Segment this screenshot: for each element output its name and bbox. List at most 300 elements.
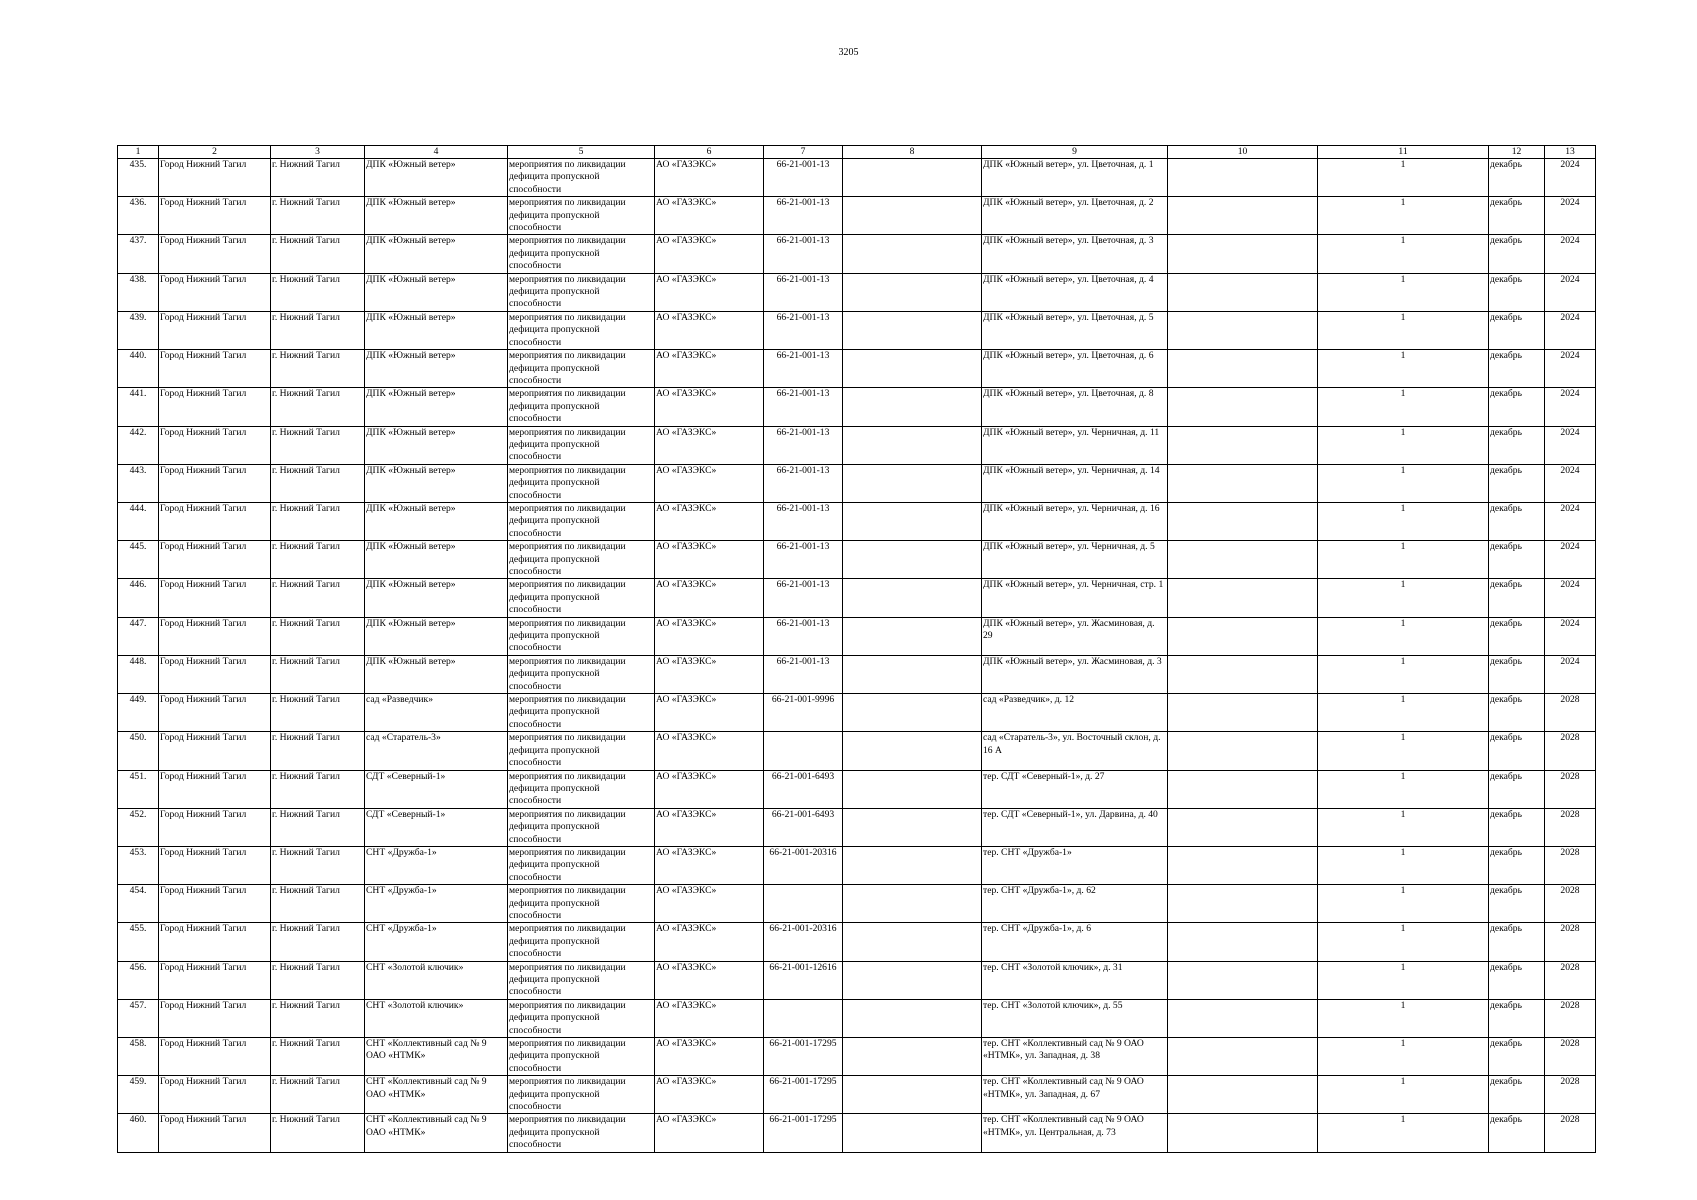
locality-cell: г. Нижний Тагил [271,961,365,999]
locality-cell: г. Нижний Тагил [271,1114,365,1152]
column-8-cell [843,885,982,923]
measure-description-cell: мероприятия по ликвидации дефицита пропускной способности [508,808,655,846]
year-cell: 2024 [1545,273,1596,311]
address-cell: тер. СНТ «Дружба-1», д. 6 [982,923,1168,961]
month-cell: декабрь [1489,426,1545,464]
column-10-cell [1168,311,1318,349]
column-10-cell [1168,885,1318,923]
month-cell: декабрь [1489,694,1545,732]
month-cell: декабрь [1489,846,1545,884]
measure-description-cell: мероприятия по ликвидации дефицита пропускной способности [508,464,655,502]
table-row [118,541,1596,579]
locality-cell: г. Нижний Тагил [271,846,365,884]
locality-cell: г. Нижний Тагил [271,885,365,923]
year-cell: 2024 [1545,464,1596,502]
column-10-cell [1168,235,1318,273]
table-row [118,1114,1596,1152]
quantity-cell: 1 [1318,846,1489,884]
municipality-cell: Город Нижний Тагил [159,1076,271,1114]
municipality-cell: Город Нижний Тагил [159,1114,271,1152]
address-cell: ДПК «Южный ветер», ул. Цветочная, д. 5 [982,311,1168,349]
organization-cell: АО «ГАЗЭКС» [655,885,764,923]
municipality-cell: Город Нижний Тагил [159,999,271,1037]
address-cell: ДПК «Южный ветер», ул. Черничная, д. 14 [982,464,1168,502]
column-8-cell [843,961,982,999]
cadastral-number-cell: 66-21-001-13 [764,388,843,426]
cadastral-number-cell: 66-21-001-13 [764,464,843,502]
organization-cell: АО «ГАЗЭКС» [655,655,764,693]
month-cell: декабрь [1489,311,1545,349]
measure-description-cell: мероприятия по ликвидации дефицита пропускной способности [508,770,655,808]
cadastral-number-cell: 66-21-001-17295 [764,1038,843,1076]
month-cell: декабрь [1489,1038,1545,1076]
column-8-cell [843,235,982,273]
municipality-cell: Город Нижний Тагил [159,885,271,923]
column-8-cell [843,388,982,426]
cadastral-number-cell: 66-21-001-13 [764,311,843,349]
quantity-cell: 1 [1318,464,1489,502]
organization-cell: АО «ГАЗЭКС» [655,350,764,388]
settlement-cell: СНТ «Коллективный сад № 9 ОАО «НТМК» [365,1076,508,1114]
column-8-cell [843,617,982,655]
quantity-cell: 1 [1318,961,1489,999]
measure-description-cell: мероприятия по ликвидации дефицита пропускной способности [508,617,655,655]
column-10-cell [1168,732,1318,770]
quantity-cell: 1 [1318,655,1489,693]
column-10-cell [1168,464,1318,502]
locality-cell: г. Нижний Тагил [271,311,365,349]
year-cell: 2024 [1545,311,1596,349]
column-header-10: 10 [1168,146,1318,159]
table-row [118,1076,1596,1114]
settlement-cell: ДПК «Южный ветер» [365,541,508,579]
municipality-cell: Город Нижний Тагил [159,617,271,655]
column-8-cell [843,808,982,846]
year-cell: 2028 [1545,732,1596,770]
locality-cell: г. Нижний Тагил [271,273,365,311]
column-10-cell [1168,961,1318,999]
settlement-cell: ДПК «Южный ветер» [365,464,508,502]
row-number-cell: 458. [118,1038,159,1076]
address-cell: тер. СНТ «Золотой ключик», д. 31 [982,961,1168,999]
data-table [117,145,1596,1153]
cadastral-number-cell: 66-21-001-13 [764,655,843,693]
municipality-cell: Город Нижний Тагил [159,464,271,502]
locality-cell: г. Нижний Тагил [271,1076,365,1114]
organization-cell: АО «ГАЗЭКС» [655,426,764,464]
cadastral-number-cell: 66-21-001-13 [764,541,843,579]
table-row [118,311,1596,349]
settlement-cell: ДПК «Южный ветер» [365,617,508,655]
measure-description-cell: мероприятия по ликвидации дефицита пропускной способности [508,1076,655,1114]
column-8-cell [843,923,982,961]
measure-description-cell: мероприятия по ликвидации дефицита пропускной способности [508,846,655,884]
table-row [118,885,1596,923]
table-row [118,159,1596,197]
row-number-cell: 447. [118,617,159,655]
quantity-cell: 1 [1318,617,1489,655]
settlement-cell: СНТ «Коллективный сад № 9 ОАО «НТМК» [365,1114,508,1152]
cadastral-number-cell: 66-21-001-13 [764,350,843,388]
cadastral-number-cell: 66-21-001-6493 [764,770,843,808]
address-cell: ДПК «Южный ветер», ул. Жасминовая, д. 29 [982,617,1168,655]
organization-cell: АО «ГАЗЭКС» [655,617,764,655]
quantity-cell: 1 [1318,923,1489,961]
row-number-cell: 441. [118,388,159,426]
organization-cell: АО «ГАЗЭКС» [655,1038,764,1076]
row-number-cell: 435. [118,159,159,197]
settlement-cell: СНТ «Коллективный сад № 9 ОАО «НТМК» [365,1038,508,1076]
municipality-cell: Город Нижний Тагил [159,350,271,388]
year-cell: 2024 [1545,350,1596,388]
quantity-cell: 1 [1318,999,1489,1037]
address-cell: ДПК «Южный ветер», ул. Жасминовая, д. 3 [982,655,1168,693]
address-cell: тер. СДТ «Северный-1», ул. Дарвина, д. 40 [982,808,1168,846]
header-row [118,146,1596,159]
quantity-cell: 1 [1318,1076,1489,1114]
column-8-cell [843,579,982,617]
row-number-cell: 451. [118,770,159,808]
quantity-cell: 1 [1318,350,1489,388]
column-8-cell [843,350,982,388]
organization-cell: АО «ГАЗЭКС» [655,464,764,502]
table-row [118,579,1596,617]
column-header-4: 4 [365,146,508,159]
municipality-cell: Город Нижний Тагил [159,197,271,235]
cadastral-number-cell: 66-21-001-20316 [764,846,843,884]
table-row [118,617,1596,655]
quantity-cell: 1 [1318,541,1489,579]
table-row [118,350,1596,388]
month-cell: декабрь [1489,235,1545,273]
year-cell: 2024 [1545,159,1596,197]
row-number-cell: 449. [118,694,159,732]
address-cell: ДПК «Южный ветер», ул. Цветочная, д. 6 [982,350,1168,388]
municipality-cell: Город Нижний Тагил [159,502,271,540]
table-row [118,273,1596,311]
year-cell: 2028 [1545,923,1596,961]
column-10-cell [1168,923,1318,961]
column-10-cell [1168,350,1318,388]
column-8-cell [843,502,982,540]
cadastral-number-cell: 66-21-001-13 [764,197,843,235]
settlement-cell: СДТ «Северный-1» [365,808,508,846]
settlement-cell: ДПК «Южный ветер» [365,197,508,235]
organization-cell: АО «ГАЗЭКС» [655,846,764,884]
year-cell: 2028 [1545,1076,1596,1114]
month-cell: декабрь [1489,808,1545,846]
table-row [118,808,1596,846]
cadastral-number-cell: 66-21-001-20316 [764,923,843,961]
organization-cell: АО «ГАЗЭКС» [655,999,764,1037]
month-cell: декабрь [1489,1114,1545,1152]
settlement-cell: ДПК «Южный ветер» [365,350,508,388]
column-8-cell [843,1038,982,1076]
column-8-cell [843,541,982,579]
table-row [118,961,1596,999]
address-cell: тер. СНТ «Дружба-1» [982,846,1168,884]
month-cell: декабрь [1489,655,1545,693]
measure-description-cell: мероприятия по ликвидации дефицита пропускной способности [508,655,655,693]
settlement-cell: СНТ «Золотой ключик» [365,961,508,999]
locality-cell: г. Нижний Тагил [271,808,365,846]
column-10-cell [1168,808,1318,846]
column-8-cell [843,846,982,884]
measure-description-cell: мероприятия по ликвидации дефицита пропускной способности [508,159,655,197]
measure-description-cell: мероприятия по ликвидации дефицита пропускной способности [508,579,655,617]
quantity-cell: 1 [1318,1114,1489,1152]
address-cell: ДПК «Южный ветер», ул. Черничная, стр. 1 [982,579,1168,617]
year-cell: 2024 [1545,541,1596,579]
column-10-cell [1168,426,1318,464]
quantity-cell: 1 [1318,1038,1489,1076]
quantity-cell: 1 [1318,770,1489,808]
measure-description-cell: мероприятия по ликвидации дефицита пропускной способности [508,1114,655,1152]
settlement-cell: сад «Разведчик» [365,694,508,732]
settlement-cell: СНТ «Золотой ключик» [365,999,508,1037]
year-cell: 2024 [1545,197,1596,235]
column-10-cell [1168,655,1318,693]
address-cell: ДПК «Южный ветер», ул. Цветочная, д. 1 [982,159,1168,197]
row-number-cell: 438. [118,273,159,311]
row-number-cell: 442. [118,426,159,464]
table-row [118,999,1596,1037]
column-header-7: 7 [764,146,843,159]
cadastral-number-cell: 66-21-001-17295 [764,1076,843,1114]
settlement-cell: СДТ «Северный-1» [365,770,508,808]
locality-cell: г. Нижний Тагил [271,197,365,235]
column-8-cell [843,655,982,693]
month-cell: декабрь [1489,502,1545,540]
year-cell: 2028 [1545,1114,1596,1152]
organization-cell: АО «ГАЗЭКС» [655,1114,764,1152]
cadastral-number-cell: 66-21-001-13 [764,502,843,540]
row-number-cell: 460. [118,1114,159,1152]
year-cell: 2024 [1545,502,1596,540]
municipality-cell: Город Нижний Тагил [159,923,271,961]
settlement-cell: ДПК «Южный ветер» [365,502,508,540]
year-cell: 2024 [1545,655,1596,693]
cadastral-number-cell: 66-21-001-17295 [764,1114,843,1152]
table-row [118,923,1596,961]
municipality-cell: Город Нижний Тагил [159,808,271,846]
month-cell: декабрь [1489,579,1545,617]
settlement-cell: ДПК «Южный ветер» [365,388,508,426]
locality-cell: г. Нижний Тагил [271,426,365,464]
column-header-8: 8 [843,146,982,159]
measure-description-cell: мероприятия по ликвидации дефицита пропускной способности [508,1038,655,1076]
year-cell: 2028 [1545,808,1596,846]
organization-cell: АО «ГАЗЭКС» [655,923,764,961]
locality-cell: г. Нижний Тагил [271,541,365,579]
measure-description-cell: мероприятия по ликвидации дефицита пропускной способности [508,197,655,235]
month-cell: декабрь [1489,617,1545,655]
row-number-cell: 445. [118,541,159,579]
column-10-cell [1168,273,1318,311]
locality-cell: г. Нижний Тагил [271,770,365,808]
quantity-cell: 1 [1318,273,1489,311]
locality-cell: г. Нижний Тагил [271,999,365,1037]
page-number: 3205 [838,47,859,58]
column-8-cell [843,1114,982,1152]
month-cell: декабрь [1489,885,1545,923]
year-cell: 2028 [1545,999,1596,1037]
table-row [118,235,1596,273]
month-cell: декабрь [1489,961,1545,999]
column-8-cell [843,197,982,235]
cadastral-number-cell: 66-21-001-12616 [764,961,843,999]
month-cell: декабрь [1489,197,1545,235]
address-cell: ДПК «Южный ветер», ул. Цветочная, д. 8 [982,388,1168,426]
measure-description-cell: мероприятия по ликвидации дефицита пропускной способности [508,350,655,388]
locality-cell: г. Нижний Тагил [271,617,365,655]
measure-description-cell: мероприятия по ликвидации дефицита пропускной способности [508,541,655,579]
quantity-cell: 1 [1318,388,1489,426]
municipality-cell: Город Нижний Тагил [159,388,271,426]
table-row [118,388,1596,426]
address-cell: сад «Старатель-3», ул. Восточный склон, д. 16 А [982,732,1168,770]
month-cell: декабрь [1489,999,1545,1037]
table-row [118,846,1596,884]
locality-cell: г. Нижний Тагил [271,732,365,770]
measure-description-cell: мероприятия по ликвидации дефицита пропускной способности [508,732,655,770]
locality-cell: г. Нижний Тагил [271,388,365,426]
settlement-cell: СНТ «Дружба-1» [365,846,508,884]
year-cell: 2024 [1545,579,1596,617]
year-cell: 2024 [1545,235,1596,273]
settlement-cell: ДПК «Южный ветер» [365,579,508,617]
table-row [118,197,1596,235]
quantity-cell: 1 [1318,808,1489,846]
column-header-5: 5 [508,146,655,159]
address-cell: ДПК «Южный ветер», ул. Черничная, д. 5 [982,541,1168,579]
column-10-cell [1168,1114,1318,1152]
cadastral-number-cell: 66-21-001-13 [764,159,843,197]
column-8-cell [843,464,982,502]
column-10-cell [1168,388,1318,426]
month-cell: декабрь [1489,273,1545,311]
cadastral-number-cell [764,732,843,770]
address-cell: ДПК «Южный ветер», ул. Черничная, д. 11 [982,426,1168,464]
settlement-cell: ДПК «Южный ветер» [365,235,508,273]
column-header-6: 6 [655,146,764,159]
municipality-cell: Город Нижний Тагил [159,961,271,999]
table-row [118,694,1596,732]
column-header-11: 11 [1318,146,1489,159]
address-cell: ДПК «Южный ветер», ул. Цветочная, д. 2 [982,197,1168,235]
column-8-cell [843,273,982,311]
address-cell: тер. СНТ «Коллективный сад № 9 ОАО «НТМК», ул. Западная, д. 67 [982,1076,1168,1114]
year-cell: 2028 [1545,1038,1596,1076]
municipality-cell: Город Нижний Тагил [159,694,271,732]
year-cell: 2028 [1545,770,1596,808]
locality-cell: г. Нижний Тагил [271,1038,365,1076]
column-10-cell [1168,197,1318,235]
measure-description-cell: мероприятия по ликвидации дефицита пропускной способности [508,961,655,999]
municipality-cell: Город Нижний Тагил [159,770,271,808]
column-8-cell [843,732,982,770]
address-cell: тер. СНТ «Дружба-1», д. 62 [982,885,1168,923]
quantity-cell: 1 [1318,732,1489,770]
organization-cell: АО «ГАЗЭКС» [655,961,764,999]
locality-cell: г. Нижний Тагил [271,579,365,617]
column-8-cell [843,426,982,464]
quantity-cell: 1 [1318,885,1489,923]
address-cell: тер. СНТ «Коллективный сад № 9 ОАО «НТМК», ул. Западная, д. 38 [982,1038,1168,1076]
locality-cell: г. Нижний Тагил [271,159,365,197]
measure-description-cell: мероприятия по ликвидации дефицита пропускной способности [508,426,655,464]
column-8-cell [843,1076,982,1114]
measure-description-cell: мероприятия по ликвидации дефицита пропускной способности [508,502,655,540]
row-number-cell: 452. [118,808,159,846]
organization-cell: АО «ГАЗЭКС» [655,541,764,579]
cadastral-number-cell: 66-21-001-6493 [764,808,843,846]
column-10-cell [1168,617,1318,655]
month-cell: декабрь [1489,350,1545,388]
column-header-9: 9 [982,146,1168,159]
column-header-2: 2 [159,146,271,159]
column-header-1: 1 [118,146,159,159]
month-cell: декабрь [1489,923,1545,961]
table-row [118,426,1596,464]
column-10-cell [1168,694,1318,732]
settlement-cell: СНТ «Дружба-1» [365,885,508,923]
month-cell: декабрь [1489,1076,1545,1114]
address-cell: тер. СДТ «Северный-1», д. 27 [982,770,1168,808]
municipality-cell: Город Нижний Тагил [159,273,271,311]
organization-cell: АО «ГАЗЭКС» [655,732,764,770]
row-number-cell: 436. [118,197,159,235]
organization-cell: АО «ГАЗЭКС» [655,579,764,617]
cadastral-number-cell [764,999,843,1037]
column-10-cell [1168,1076,1318,1114]
column-10-cell [1168,1038,1318,1076]
column-10-cell [1168,999,1318,1037]
quantity-cell: 1 [1318,197,1489,235]
row-number-cell: 459. [118,1076,159,1114]
measure-description-cell: мероприятия по ликвидации дефицита пропускной способности [508,999,655,1037]
cadastral-number-cell: 66-21-001-9996 [764,694,843,732]
quantity-cell: 1 [1318,694,1489,732]
row-number-cell: 439. [118,311,159,349]
cadastral-number-cell: 66-21-001-13 [764,579,843,617]
column-10-cell [1168,770,1318,808]
row-number-cell: 448. [118,655,159,693]
month-cell: декабрь [1489,541,1545,579]
column-10-cell [1168,502,1318,540]
column-8-cell [843,770,982,808]
year-cell: 2024 [1545,388,1596,426]
settlement-cell: сад «Старатель-3» [365,732,508,770]
year-cell: 2024 [1545,426,1596,464]
year-cell: 2028 [1545,694,1596,732]
settlement-cell: ДПК «Южный ветер» [365,273,508,311]
locality-cell: г. Нижний Тагил [271,502,365,540]
organization-cell: АО «ГАЗЭКС» [655,159,764,197]
table-row [118,502,1596,540]
cadastral-number-cell [764,885,843,923]
organization-cell: АО «ГАЗЭКС» [655,235,764,273]
organization-cell: АО «ГАЗЭКС» [655,808,764,846]
year-cell: 2028 [1545,885,1596,923]
quantity-cell: 1 [1318,311,1489,349]
organization-cell: АО «ГАЗЭКС» [655,694,764,732]
row-number-cell: 446. [118,579,159,617]
row-number-cell: 437. [118,235,159,273]
month-cell: декабрь [1489,464,1545,502]
address-cell: тер. СНТ «Золотой ключик», д. 55 [982,999,1168,1037]
column-header-12: 12 [1489,146,1545,159]
